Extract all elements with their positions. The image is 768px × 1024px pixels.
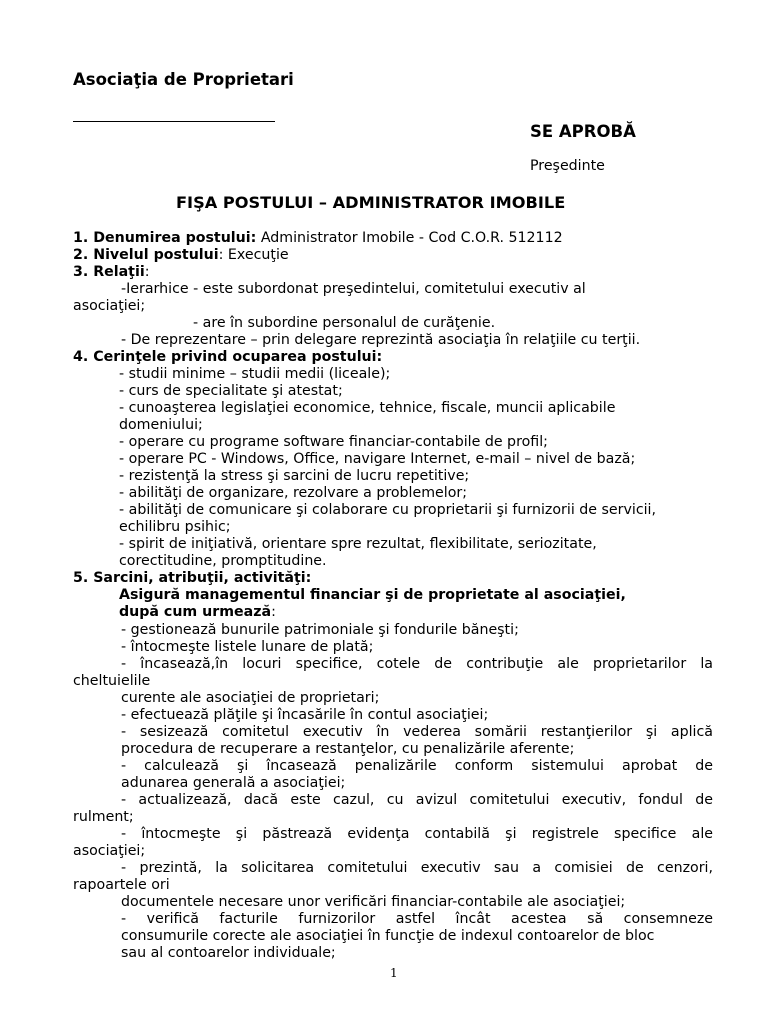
list-item: - rezistenţă la stress şi sarcini de lucru repetitive;: [119, 468, 470, 484]
section-2-label: 2. Nivelul postului: [73, 247, 219, 263]
signature-line: [73, 121, 275, 122]
section-5-intro-colon: :: [271, 604, 276, 620]
list-item: echilibru psihic;: [119, 519, 231, 535]
association-name: Asociaţia de Proprietari: [73, 70, 294, 89]
page-number: 1: [390, 966, 398, 980]
relations-hierarchical: -Ierarhice - este subordonat preşedintelui, comitetului executiv al: [121, 281, 586, 297]
task-item: - întocmeşte şi păstrează evidenţa contabilă şi registrele specifice ale: [121, 826, 713, 842]
list-item: - studii minime – studii medii (liceale);: [119, 366, 391, 382]
section-1-value: Administrator Imobile - Cod C.O.R. 512112: [256, 230, 563, 246]
section-3-colon: :: [144, 264, 150, 280]
list-item: - abilităţi de comunicare şi colaborare cu proprietarii şi furnizorii de servicii,: [119, 502, 657, 518]
list-item: - curs de specialitate şi atestat;: [119, 383, 343, 399]
list-item: - cunoaşterea legislaţiei economice, tehnice, fiscale, muncii aplicabile: [119, 400, 616, 416]
section-5-intro-text: după cum urmează: [119, 604, 272, 620]
page-title: FIŞA POSTULUI – ADMINISTRATOR IMOBILE: [176, 193, 566, 212]
task-item-cont: asociaţiei;: [73, 843, 146, 859]
task-item-cont: curente ale asociaţiei de proprietari;: [121, 690, 380, 706]
task-item: - sesizează comitetul executiv în vederea somării restanţierilor şi aplică: [121, 724, 713, 740]
president-label: Preşedinte: [530, 158, 605, 174]
task-item: - verifică facturile furnizorilor astfel încât acestea să consemneze: [121, 911, 713, 927]
section-5-intro: Asigură managementul financiar şi de proprietate al asociaţiei,: [119, 587, 626, 603]
list-item: - operare PC - Windows, Office, navigare Internet, e-mail – nivel de bază;: [119, 451, 636, 467]
task-item: - gestionează bunurile patrimoniale şi fondurile băneşti;: [121, 622, 519, 638]
list-item: - operare cu programe software financiar-contabile de profil;: [119, 434, 548, 450]
task-item: - actualizează, dacă este cazul, cu avizul comitetului executiv, fondul de: [121, 792, 713, 808]
task-item-cont: procedura de recuperare a restanţelor, cu penalizările aferente;: [121, 741, 575, 757]
list-item: domeniului;: [119, 417, 203, 433]
task-item: - efectuează plăţile şi încasările în contul asociaţiei;: [121, 707, 489, 723]
task-item: - calculează şi încasează penalizările conform sistemului aprobat de: [121, 758, 713, 774]
task-item-cont: rapoartele ori: [73, 877, 170, 893]
list-item: - spirit de iniţiativă, orientare spre rezultat, flexibilitate, seriozitate,: [119, 536, 597, 552]
section-4-label: 4. Cerinţele privind ocuparea postului:: [73, 349, 383, 365]
task-item: - încasează,în locuri specifice, cotele de contribuţie ale proprietarilor la: [121, 656, 713, 672]
section-2-value: : Execuţie: [218, 247, 289, 263]
section-2: [73, 247, 289, 264]
section-3: [73, 264, 149, 281]
task-item-cont: documentele necesare unor verificări financiar-contabile ale asociaţiei;: [121, 894, 626, 910]
task-item-cont: rulment;: [73, 809, 134, 825]
task-item-cont: cheltuielile: [73, 673, 151, 689]
list-item: corectitudine, promptitudine.: [119, 553, 327, 569]
section-5-label: 5. Sarcini, atribuţii, activităţi:: [73, 570, 312, 586]
list-item: - abilităţi de organizare, rezolvare a problemelor;: [119, 485, 468, 501]
approval-heading: SE APROBĂ: [530, 122, 636, 141]
task-item-cont: sau al contoarelor individuale;: [121, 945, 336, 961]
section-1-label: 1. Denumirea postului:: [73, 230, 257, 246]
relations-representation: - De reprezentare – prin delegare reprezintă asociaţia în relaţiile cu terţii.: [121, 332, 641, 348]
relations-hierarchical-cont: asociaţiei;: [73, 298, 146, 314]
relations-subordinates: - are în subordine personalul de curăţenie.: [193, 315, 496, 331]
task-item: - întocmeşte listele lunare de plată;: [121, 639, 374, 655]
task-item-cont: consumurile corecte ale asociaţiei în funcţie de indexul contoarelor de bloc: [121, 928, 655, 944]
task-item-cont: adunarea generală a asociaţiei;: [121, 775, 346, 791]
section-5-intro-cont: [119, 604, 276, 621]
section-1: [73, 230, 563, 247]
task-item: - prezintă, la solicitarea comitetului executiv sau a comisiei de cenzori,: [121, 860, 713, 876]
section-3-label: 3. Relaţii: [73, 264, 145, 280]
